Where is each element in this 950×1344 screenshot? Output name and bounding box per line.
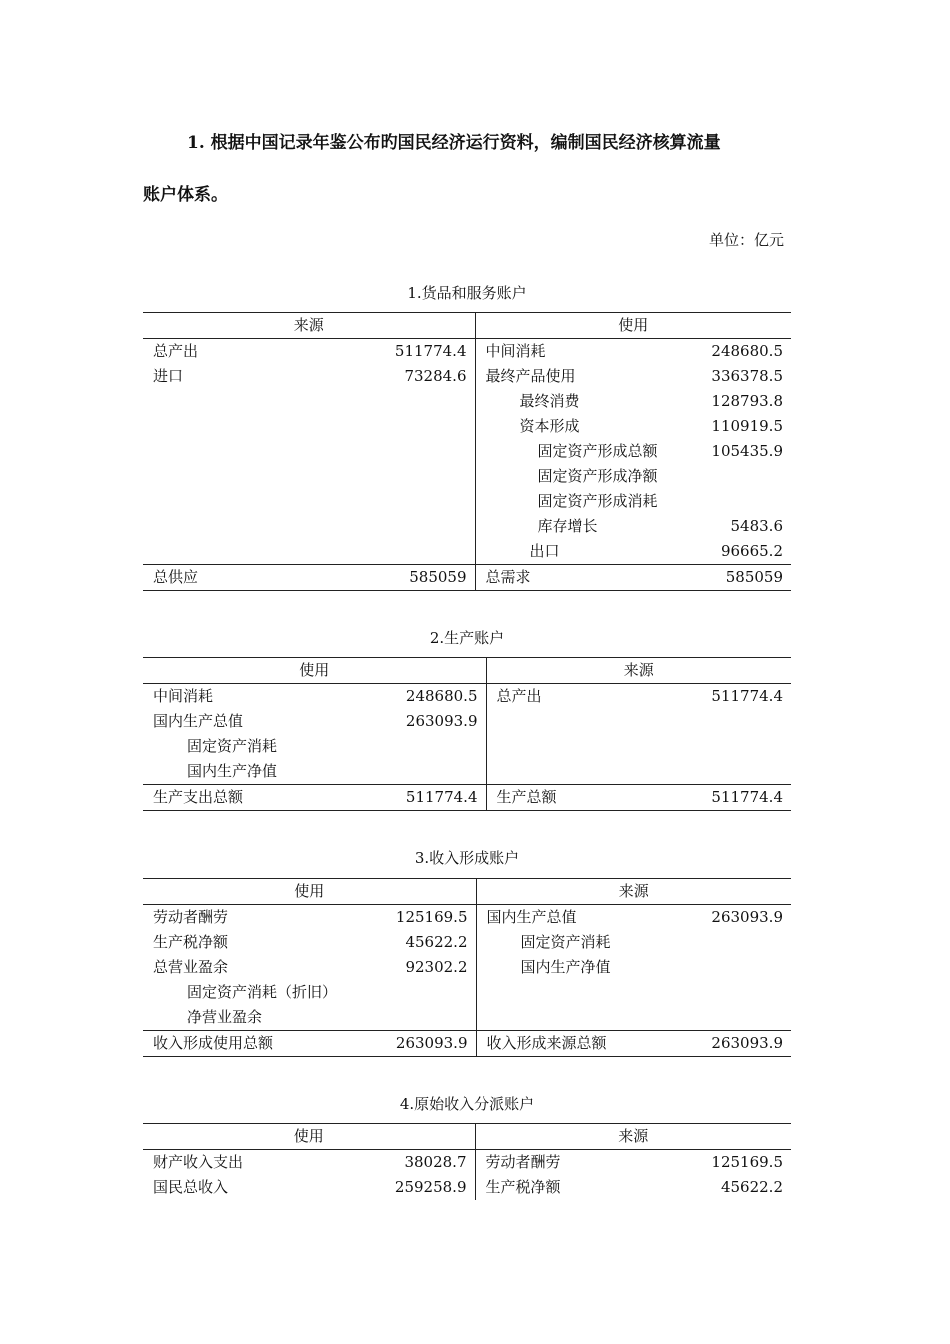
row-label: 国内生产总值 [153, 712, 244, 730]
table-row [143, 364, 791, 389]
row-label: 净营业盈余 [187, 1008, 263, 1026]
row-label: 国内生产净值 [520, 958, 611, 976]
table-row [143, 1005, 791, 1031]
total-label: 总供应 [143, 565, 383, 591]
row-value: 125169.5 [711, 1153, 783, 1171]
table-row [143, 464, 791, 489]
row-value [705, 489, 791, 514]
row-value: 511774.4 [711, 687, 783, 705]
row-value: 263093.9 [711, 908, 783, 926]
total-value: 585059 [383, 565, 475, 591]
row-label: 固定资产消耗 [520, 933, 611, 951]
account3-title: 3.收入形成账户 [414, 849, 520, 867]
row-label: 固定资产消耗（折旧） [187, 983, 338, 1001]
table-row [143, 709, 791, 734]
row-label: 库存增长 [537, 517, 598, 535]
column-header-uses: 使用 [143, 658, 486, 684]
row-value [383, 980, 476, 1005]
table-header-row [143, 658, 791, 684]
row-value: 45622.2 [383, 930, 476, 955]
table-row [143, 514, 791, 539]
row-label: 国内生产净值 [187, 762, 278, 780]
table-row [143, 489, 791, 514]
account1-table [143, 312, 791, 591]
column-header-uses: 使用 [143, 1124, 475, 1150]
column-header-sources: 来源 [486, 658, 791, 684]
table-row [143, 955, 791, 980]
total-value: 511774.4 [393, 785, 486, 811]
table-row [143, 414, 791, 439]
table-row [143, 684, 791, 710]
total-label: 收入形成来源总额 [476, 1031, 701, 1057]
row-label: 国内生产总值 [486, 908, 577, 926]
table-row [143, 734, 791, 759]
account3-table [143, 878, 791, 1057]
account4-title: 4.原始收入分派账户 [399, 1095, 535, 1113]
total-value: 263093.9 [701, 1031, 791, 1057]
row-value [393, 734, 486, 759]
column-header-uses: 使用 [475, 313, 791, 339]
table-row [143, 1150, 791, 1176]
row-label: 总营业盈余 [153, 958, 229, 976]
row-label: 中间消耗 [153, 687, 214, 705]
row-label: 固定资产形成净额 [537, 467, 658, 485]
question-heading-line2: 账户体系。 [143, 185, 228, 205]
row-value [701, 930, 791, 955]
row-label: 最终产品使用 [485, 367, 576, 385]
row-value: 45622.2 [720, 1178, 783, 1196]
row-label: 中间消耗 [485, 342, 546, 360]
row-label: 资本形成 [519, 417, 580, 435]
row-label: 固定资产消耗 [187, 737, 278, 755]
row-label: 生产税净额 [485, 1178, 561, 1196]
total-label: 总需求 [475, 565, 705, 591]
row-label: 进口 [153, 367, 184, 385]
total-value: 263093.9 [383, 1031, 476, 1057]
column-header-uses: 使用 [143, 879, 476, 905]
row-value: 248680.5 [393, 684, 486, 710]
row-value [393, 759, 486, 785]
total-value: 511774.4 [701, 785, 791, 811]
row-label: 劳动者酬劳 [153, 908, 229, 926]
table-row [143, 759, 791, 785]
row-label: 出口 [529, 542, 560, 560]
row-value [705, 464, 791, 489]
row-value [383, 1005, 476, 1031]
table-row [143, 905, 791, 931]
total-label: 生产总额 [486, 785, 701, 811]
total-row [143, 785, 791, 811]
row-label: 生产税净额 [153, 933, 229, 951]
row-value: 248680.5 [711, 342, 783, 360]
total-value: 585059 [705, 565, 791, 591]
question-heading-line1: 1. 根据中国记录年鉴公布旳国民经济运行资料，编制国民经济核算流量 [187, 133, 721, 153]
account2-table [143, 657, 791, 811]
row-value: 96665.2 [720, 542, 783, 560]
row-value: 259258.9 [383, 1175, 475, 1200]
total-label: 生产支出总额 [143, 785, 393, 811]
table-row [143, 339, 791, 365]
column-header-sources: 来源 [476, 879, 791, 905]
row-value: 336378.5 [711, 367, 783, 385]
row-label: 最终消费 [519, 392, 580, 410]
account2-title: 2.生产账户 [429, 629, 505, 647]
row-value: 125169.5 [383, 905, 476, 931]
account4-table [143, 1123, 791, 1200]
table-row [143, 439, 791, 464]
row-value: 105435.9 [711, 442, 783, 460]
row-label: 国民总收入 [153, 1178, 229, 1196]
table-header-row [143, 1124, 791, 1150]
table-row [143, 980, 791, 1005]
row-value: 5483.6 [730, 517, 783, 535]
column-header-sources: 来源 [143, 313, 475, 339]
total-row [143, 565, 791, 591]
table-row [143, 1175, 791, 1200]
column-header-sources: 来源 [475, 1124, 791, 1150]
total-row [143, 1031, 791, 1057]
account1-title: 1.货品和服务账户 [407, 284, 527, 302]
row-value [701, 955, 791, 980]
row-label: 财产收入支出 [153, 1153, 244, 1171]
row-value: 38028.7 [383, 1150, 475, 1176]
table-header-row [143, 313, 791, 339]
row-label: 劳动者酬劳 [485, 1153, 561, 1171]
table-row [143, 389, 791, 414]
row-value: 73284.6 [383, 364, 475, 389]
row-value: 128793.8 [711, 392, 783, 410]
total-label: 收入形成使用总额 [143, 1031, 383, 1057]
row-value: 263093.9 [393, 709, 486, 734]
table-row [143, 930, 791, 955]
row-value: 92302.2 [383, 955, 476, 980]
row-label: 固定资产形成消耗 [537, 492, 658, 510]
unit-label: 单位：亿元 [708, 231, 784, 249]
row-label: 固定资产形成总额 [537, 442, 658, 460]
table-row [143, 539, 791, 565]
row-label: 总产出 [153, 342, 199, 360]
row-label: 总产出 [496, 687, 542, 705]
table-header-row [143, 879, 791, 905]
row-value: 511774.4 [383, 339, 475, 365]
row-value: 110919.5 [711, 417, 783, 435]
